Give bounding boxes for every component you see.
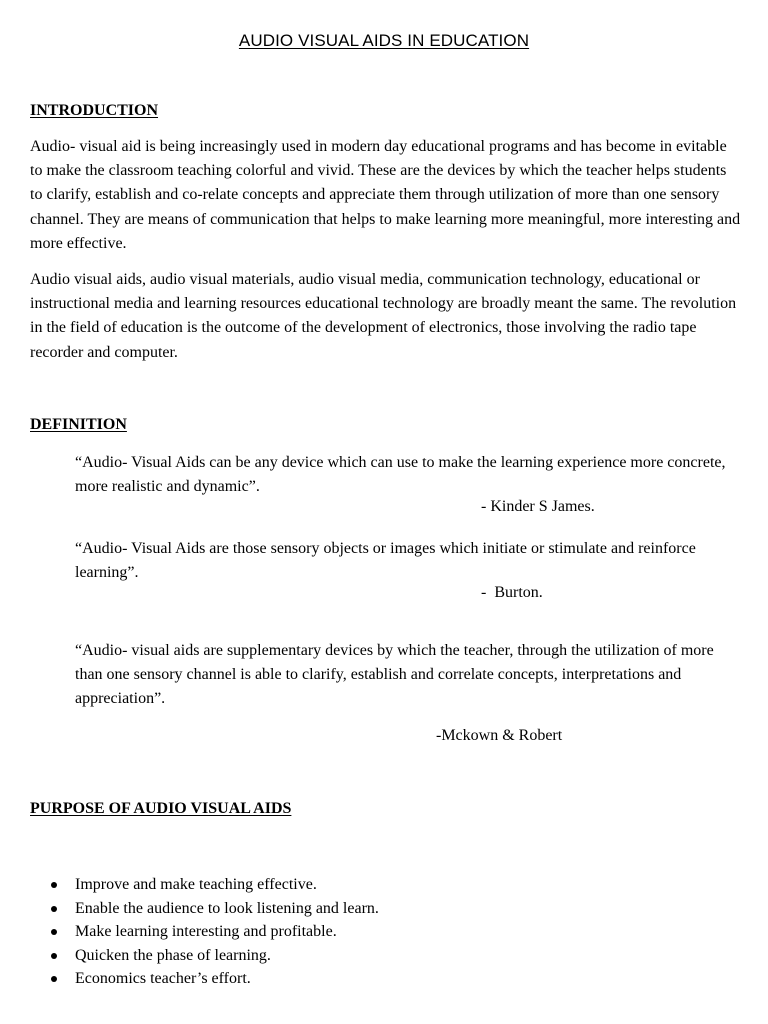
list-item-text: Enable the audience to look listening and learn. [75, 899, 379, 917]
introduction-paragraph-1: Audio- visual aid is being increasingly used in modern day educational programs and has become in evitable to make the classroom teaching colorful and vivid. These are the devices by which the teacher helps students to clarify, establish and co-relate concepts and appreciate them through utilization of more than one sensory channel. They are means of communication that helps to make learning more meaningful, more interesting and more effective. [30, 138, 741, 252]
list-item [48, 873, 379, 897]
list-item-text: Improve and make teaching effective. [75, 876, 317, 893]
definition-quote-1: “Audio- Visual Aids can be any device which can use to make the learning experience more concrete, more realistic and dynamic”. [75, 454, 726, 495]
page-title: AUDIO VISUAL AIDS IN EDUCATION [238, 31, 530, 50]
list-item-text: Make learning interesting and profitable. [75, 923, 337, 940]
bullet-icon [51, 882, 57, 888]
definition-heading: DEFINITION [30, 416, 127, 433]
bullet-icon [51, 906, 57, 912]
introduction-heading: INTRODUCTION [30, 102, 159, 119]
list-item-text: Economics teacher’s effort. [75, 970, 251, 987]
list-item [48, 897, 379, 921]
introduction-paragraph-2: Audio visual aids, audio visual materials, audio visual media, communication technology, educational or instructional media and learning resources educational technology are broadly meant the same. The revolution in the field of education is the outcome of the development of electronics, those involving the radio tape recorder and computer. [30, 271, 737, 361]
definition-quote-2-author: - Burton. [481, 584, 543, 601]
list-item [48, 944, 379, 968]
bullet-icon [51, 953, 57, 959]
list-item [48, 967, 379, 991]
purpose-list [48, 873, 379, 991]
definition-quote-3-author: -Mckown & Robert [436, 727, 563, 744]
list-item [48, 920, 379, 944]
bullet-icon [51, 929, 57, 935]
definition-quote-1-author: - Kinder S James. [481, 498, 595, 515]
purpose-heading: PURPOSE OF AUDIO VISUAL AIDS [30, 800, 292, 817]
list-item-text: Quicken the phase of learning. [75, 946, 271, 964]
bullet-icon [51, 976, 57, 982]
definition-quote-3: “Audio- visual aids are supplementary devices by which the teacher, through the utilization of more than one sensory channel is able to clarify, establish and correlate concepts, interpretations and appreciation”. [75, 642, 714, 707]
definition-quote-2: “Audio- Visual Aids are those sensory objects or images which initiate or stimulate and reinforce learning”. [75, 540, 696, 581]
